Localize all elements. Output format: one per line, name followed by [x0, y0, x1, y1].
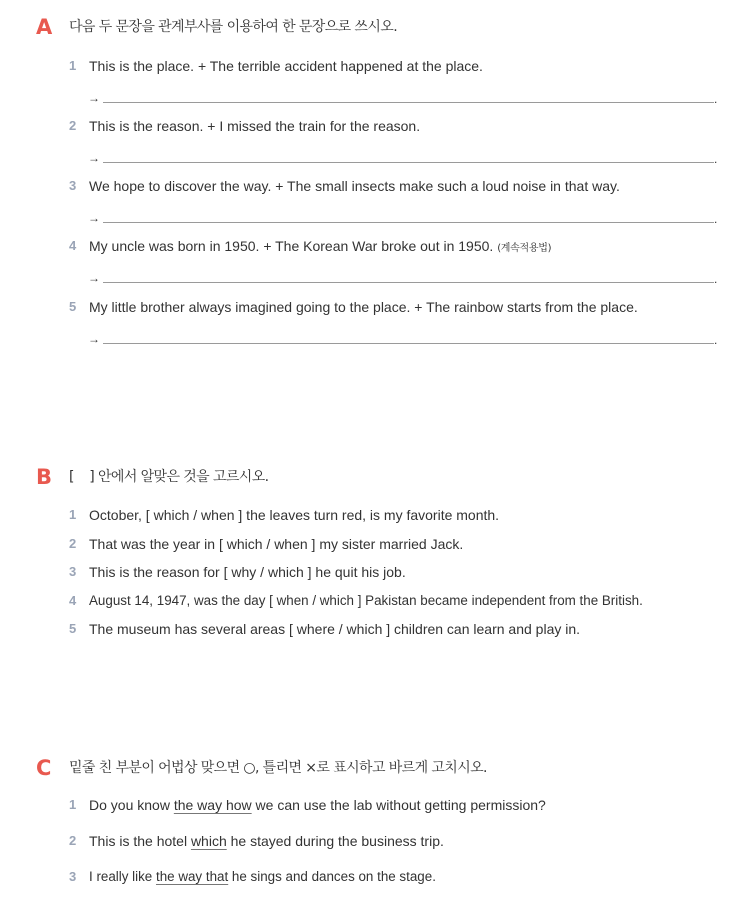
- answer-row: [0, 271, 743, 289]
- question-item: [0, 116, 743, 136]
- question-number: 3: [69, 178, 77, 193]
- right-arrow-icon: →: [88, 271, 100, 285]
- question-item: [0, 562, 743, 582]
- answer-line[interactable]: [103, 282, 714, 283]
- question-text: This is the place. + The terrible accident happened at the place.: [89, 58, 483, 74]
- section-b-header: [0, 465, 743, 489]
- question-number: 1: [69, 58, 77, 73]
- question-item: [0, 534, 743, 554]
- question-item: [0, 831, 743, 851]
- question-text-post: we can use the lab without getting permission?: [251, 797, 546, 813]
- question-text: October, [ which / when ] the leaves turn red, is my favorite month.: [89, 507, 500, 523]
- section-instruction: [ ] 안에서 알맞은 것을 고르시오.: [69, 469, 269, 485]
- question-item: [0, 591, 743, 611]
- answer-row: [0, 91, 743, 109]
- section-a-header: [0, 15, 743, 39]
- question-text: My uncle was born in 1950. + The Korean War broke out in 1950.: [89, 238, 494, 254]
- right-arrow-icon: →: [88, 332, 100, 346]
- section-instruction: 밑줄 친 부분이 어법상 맞으면 ○, 틀리면 ×로 표시하고 바르게 고치시오.: [69, 760, 487, 776]
- right-arrow-icon: →: [88, 151, 100, 165]
- answer-line[interactable]: [103, 162, 714, 163]
- question-item: [0, 867, 743, 887]
- question-number: 4: [69, 238, 77, 253]
- question-number: 3: [69, 564, 77, 579]
- question-text-wrap: [89, 236, 551, 259]
- answer-line[interactable]: [103, 222, 714, 223]
- question-text: [89, 867, 436, 887]
- answer-period: .: [714, 92, 718, 106]
- underlined-phrase: the way that: [155, 869, 229, 884]
- answer-period: .: [714, 212, 718, 226]
- question-text: This is the reason for [ why / which ] he quit his job.: [89, 564, 406, 580]
- question-text-post: he sings and dances on the stage.: [228, 869, 436, 884]
- question-number: 5: [69, 299, 77, 314]
- question-item: [0, 505, 743, 525]
- underlined-phrase: which: [190, 833, 227, 849]
- answer-period: .: [714, 333, 718, 347]
- question-item: [0, 56, 743, 76]
- question-item: [0, 619, 743, 639]
- question-number: 2: [69, 833, 77, 848]
- question-item: [0, 795, 743, 815]
- question-number: 5: [69, 621, 77, 636]
- question-text: This is the reason. + I missed the train for the reason.: [89, 118, 421, 134]
- question-number: 2: [69, 536, 77, 551]
- question-item: [0, 176, 743, 196]
- question-text-pre: This is the hotel: [89, 833, 191, 849]
- answer-line[interactable]: [103, 102, 714, 103]
- question-text: [89, 795, 546, 815]
- underlined-phrase: the way how: [173, 797, 252, 813]
- question-number: 1: [69, 797, 77, 812]
- section-instruction: 다음 두 문장을 관계부사를 이용하여 한 문장으로 쓰시오.: [69, 19, 398, 35]
- answer-period: .: [714, 272, 718, 286]
- answer-period: .: [714, 152, 718, 166]
- section-letter: C: [36, 756, 52, 780]
- question-number: 3: [69, 869, 77, 884]
- question-text: We hope to discover the way. + The small insects make such a loud noise in that way.: [89, 178, 620, 194]
- question-text: My little brother always imagined going to the place. + The rainbow starts from the place.: [89, 299, 638, 315]
- right-arrow-icon: →: [88, 211, 100, 225]
- question-text: August 14, 1947, was the day [ when / which ] Pakistan became independent from the British.: [89, 593, 643, 608]
- question-number: 1: [69, 507, 77, 522]
- section-letter: A: [36, 15, 53, 39]
- question-item: [0, 236, 743, 256]
- right-arrow-icon: →: [88, 91, 100, 105]
- section-letter: B: [36, 465, 53, 489]
- question-number: 2: [69, 118, 77, 133]
- question-note: (계속적용법): [497, 243, 552, 254]
- question-item: [0, 297, 743, 317]
- question-text: That was the year in [ which / when ] my sister married Jack.: [89, 536, 464, 552]
- question-number: 4: [69, 593, 77, 608]
- section-c-header: [0, 756, 743, 780]
- question-text: The museum has several areas [ where / which ] children can learn and play in.: [89, 621, 581, 637]
- question-text-post: he stayed during the business trip.: [226, 833, 444, 849]
- answer-row: [0, 151, 743, 169]
- answer-row: [0, 211, 743, 229]
- answer-row: [0, 332, 743, 350]
- question-text: [89, 831, 444, 851]
- question-text-pre: Do you know: [89, 797, 174, 813]
- answer-line[interactable]: [103, 343, 714, 344]
- question-text-pre: I really like: [89, 869, 156, 884]
